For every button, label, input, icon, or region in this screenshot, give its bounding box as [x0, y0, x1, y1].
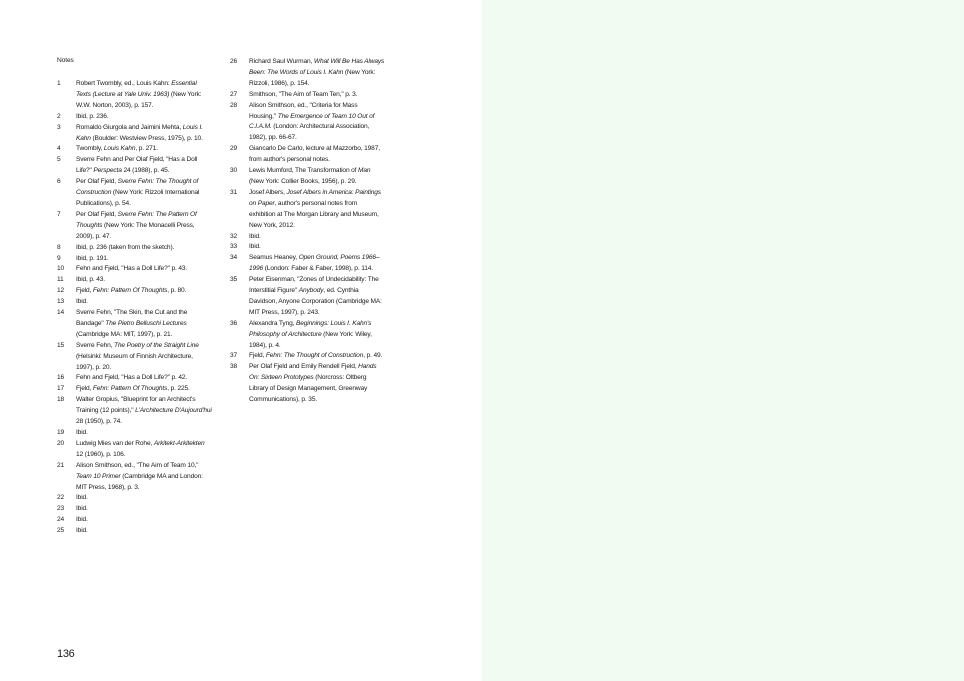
note-title-italic: Essential Texts (Lecture at Yale Univ. 1963) [76, 80, 197, 98]
note-text [249, 166, 385, 188]
note-text [76, 341, 212, 374]
note-title-italic: Arkitekt-Arkitekten [153, 439, 205, 447]
note-title-italic: Open Ground, Poems 1966–1996 [249, 254, 380, 273]
note-item [230, 101, 390, 145]
note-text-run: Romaldo Giurgola and Jaimini Mehta, [76, 123, 183, 131]
note-text-run: Per Olaf Fjeld, [76, 210, 118, 218]
note-title-italic: Anybody [298, 287, 324, 295]
note-text-run: Fjeld, [76, 385, 93, 393]
note-title-italic: The Emergence of Team 10 Out of C.I.A.M. [249, 112, 375, 131]
note-title-italic: Team 10 Primer [76, 472, 121, 480]
note-text [76, 254, 212, 265]
note-text-run: 24 (1988), p. 45. [121, 167, 170, 175]
note-text [249, 351, 385, 362]
note-text-run: Alison Smithson, ed., "The Aim of Team 10," [76, 461, 199, 469]
note-text-run: Fjeld, [249, 352, 266, 360]
note-text-run: Richard Saul Wurman, [249, 58, 314, 65]
note-number: 1 [57, 80, 61, 87]
note-item [230, 232, 390, 243]
note-text [249, 188, 385, 232]
note-text-run: Ibid. [76, 505, 88, 513]
note-text-run: (Cambridge MA and London: MIT Press, 1968), p. 3. [76, 472, 203, 491]
note-item [230, 275, 390, 319]
note-item [57, 428, 217, 439]
note-text-run: Ibid, p. 236. [76, 112, 109, 120]
note-item [57, 504, 217, 515]
note-text [249, 144, 385, 166]
note-text-run: Robert Twombly, ed., Louis Kahn: [76, 80, 172, 87]
note-item [57, 493, 217, 504]
note-text [76, 123, 212, 145]
note-text [76, 439, 212, 461]
note-title-italic: Fehn: The Thought of Construction [265, 352, 364, 360]
note-text-run: Ibid. [249, 232, 261, 240]
note-item [230, 188, 390, 232]
note-title-italic: Beginnings: Louis I. Kahn's Philosophy of Architecture [249, 319, 372, 338]
note-number: 23 [57, 505, 65, 513]
note-text-run: (New York: Rizzoli, 1986), p. 154. [249, 68, 376, 87]
note-text [76, 373, 212, 384]
note-item [57, 112, 217, 123]
note-item [57, 373, 217, 384]
page-number: 136 [57, 648, 75, 660]
note-text-run: Fehn and Fjeld, "Has a Doll Life?" p. 42. [76, 374, 188, 382]
note-item [57, 439, 217, 461]
note-title-italic: Man [358, 167, 371, 175]
note-item [230, 351, 390, 362]
note-item [57, 395, 217, 428]
note-number: 38 [230, 363, 238, 371]
note-text [76, 155, 212, 177]
note-text [76, 461, 212, 494]
note-text-run: (Norcross: Oltberg Library of Design Management, Greenway Communications), p. 35. [249, 374, 368, 404]
note-item [230, 90, 390, 101]
note-text [249, 57, 385, 90]
note-text-run: Walter Gropius, "Blueprint for an Architect's Training (12 points)," [76, 396, 196, 415]
note-number: 26 [230, 58, 238, 65]
note-text [76, 177, 212, 210]
note-number: 10 [57, 265, 65, 273]
note-number: 2 [57, 112, 61, 120]
note-text-run: , author's personal notes from exhibition at The Morgan Library and Museum, New York, 2012. [249, 199, 379, 229]
note-text [76, 428, 212, 439]
note-text-run: (Helsinki: Museum of Finnish Architecture, 1997), p. 20. [76, 352, 193, 371]
note-text-run: Ludwig Mies van der Rohe, [76, 439, 154, 447]
note-item [57, 526, 217, 537]
note-item [230, 253, 390, 275]
note-number: 14 [57, 309, 65, 317]
note-text-run: 28 (1950), p. 74. [76, 418, 122, 426]
note-number: 9 [57, 254, 61, 262]
note-item [57, 79, 217, 112]
note-item [57, 275, 217, 286]
note-number: 11 [57, 276, 64, 284]
note-item [230, 166, 390, 188]
note-item [57, 341, 217, 374]
note-text-run: Ibid. [76, 494, 88, 502]
note-text-run: (London: Faber & Faber, 1998), p. 114. [263, 265, 373, 273]
note-text [76, 286, 212, 297]
note-text-run: Alexandra Tyng, [249, 319, 296, 327]
note-number: 37 [230, 352, 238, 360]
note-number: 29 [230, 145, 238, 153]
note-title-italic: Louis Kahn [103, 145, 136, 153]
note-text [249, 101, 385, 145]
note-title-italic: Perspecta [93, 167, 122, 175]
note-number: 33 [230, 243, 238, 251]
note-number: 12 [57, 287, 65, 295]
note-text-run: Ibid, p. 236 (taken from the sketch). [76, 243, 175, 251]
note-text [76, 515, 212, 526]
note-text-run: Giancarlo De Carlo, lecture at Mazzorbo, 1987, from author's personal notes. [249, 145, 380, 164]
note-number: 27 [230, 90, 238, 98]
note-text-run: (New York: Collier Books, 1956), p. 29. [249, 177, 357, 185]
note-item [57, 286, 217, 297]
note-number: 35 [230, 276, 238, 284]
note-number: 32 [230, 232, 238, 240]
note-text-run: Fjeld, [76, 287, 93, 295]
note-text-run: Ibid. [76, 429, 88, 436]
note-item [57, 243, 217, 254]
note-number: 24 [57, 516, 65, 524]
note-title-italic: Josef Albers in America: Paintings on Paper [249, 188, 381, 207]
note-text-run: Ibid. [249, 243, 261, 251]
note-text [76, 210, 212, 243]
note-title-italic: Fehn: Pattern Of Thoughts [92, 287, 168, 295]
note-text-run: Ibid. [76, 527, 88, 535]
note-text-run: Ibid. [76, 298, 88, 306]
note-text [76, 275, 212, 286]
note-text [76, 79, 212, 112]
note-text-run: (New York: The Monacelli Press, 2009), p. 47. [76, 221, 195, 240]
note-item [230, 362, 390, 406]
note-number: 13 [57, 298, 65, 306]
note-item [57, 297, 217, 308]
note-text [76, 308, 212, 341]
note-item [230, 242, 390, 253]
note-number: 17 [57, 385, 65, 393]
note-number: 5 [57, 156, 61, 164]
note-text-run: Ibid, p. 191. [76, 254, 109, 262]
note-title-italic: Louis I. Kahn [76, 123, 203, 142]
note-text-run: (New York: Rizzoli International Publications), p. 54. [76, 189, 200, 207]
note-text-run: Per Olaf Fjeld and Emily Rendell Fjeld, [249, 363, 359, 371]
note-number: 28 [230, 101, 238, 109]
note-text-run: Seamus Heaney, [249, 254, 299, 262]
note-text-run: (New York: W.W. Norton, 2003), p. 157. [76, 90, 202, 109]
note-item [57, 144, 217, 155]
note-text-run: , p. 271. [135, 145, 158, 153]
note-text-run: Ibid, p. 43. [76, 276, 105, 284]
note-title-italic: Sverre Fehn: The Pattern Of Thoughts [76, 210, 197, 229]
note-text [76, 384, 212, 395]
note-title-italic: Fehn: Pattern Of Thoughts [92, 385, 168, 393]
note-title-italic: Sverre Fehn: The Thought of Construction [76, 178, 199, 197]
note-text [76, 112, 212, 123]
right-page-blank [482, 0, 964, 681]
note-item [57, 264, 217, 275]
note-text-run: (London: Architectural Association, 1982), pp. 66-67. [249, 123, 370, 142]
note-text-run: Sverre Fehn and Per Olaf Fjeld, "Has a Doll Life?" [76, 156, 198, 175]
note-title-italic: The Pietro Belluschi Lectures [105, 319, 187, 327]
note-text [76, 144, 212, 155]
note-text [76, 395, 212, 428]
note-item [230, 57, 390, 90]
note-item [57, 123, 217, 145]
note-text-run: , p. 49. [363, 352, 383, 360]
note-text-run: Per Olaf Fjeld, [76, 178, 118, 186]
note-item [57, 210, 217, 243]
note-text-run: Josef Albers, [249, 188, 287, 196]
note-text-run: Smithson, "The Aim of Team Ten," p. 3. [249, 90, 358, 98]
note-number: 22 [57, 494, 65, 502]
note-text-run: , p. 225. [167, 385, 190, 393]
note-text-run: (New York: Wiley, 1984), p. 4. [249, 330, 372, 349]
note-text-run: Alison Smithson, ed., "Criteria for Mass Housing," [249, 101, 358, 120]
note-number: 18 [57, 396, 65, 404]
note-title-italic: What Will Be Has Always Been: The Words of Louis I. Kahn [249, 58, 385, 76]
note-item [57, 177, 217, 210]
note-title-italic: The Poetry of the Straight Line [114, 341, 199, 349]
notes-heading: Notes [57, 57, 74, 64]
notes-column-1 [57, 79, 217, 537]
note-item [57, 308, 217, 341]
note-title-italic: L'Architecture D'Aujourd'hui [135, 407, 212, 415]
note-text-run: Sverre Fehn, [76, 341, 114, 349]
note-text-run: Ibid. [76, 516, 88, 524]
note-number: 25 [57, 527, 65, 535]
note-number: 6 [57, 178, 61, 186]
note-text-run: Twombly, [76, 145, 104, 153]
note-item [57, 515, 217, 526]
note-number: 4 [57, 145, 61, 153]
note-text-run: , p. 80. [167, 287, 187, 295]
note-text [249, 253, 385, 275]
note-text [249, 90, 385, 101]
note-number: 3 [57, 123, 61, 131]
note-text [249, 232, 385, 243]
note-item [57, 384, 217, 395]
note-item [57, 461, 217, 494]
note-text [76, 493, 212, 504]
note-text [76, 504, 212, 515]
note-text [76, 264, 212, 275]
note-number: 16 [57, 374, 65, 382]
note-number: 31 [230, 188, 238, 196]
note-number: 19 [57, 429, 65, 436]
note-number: 21 [57, 461, 65, 469]
note-text [76, 526, 212, 537]
note-text [249, 242, 385, 253]
note-number: 30 [230, 167, 238, 175]
note-text-run: (Cambridge MA: MIT, 1997), p. 21. [76, 330, 173, 338]
note-text [76, 243, 212, 254]
note-item [230, 144, 390, 166]
note-text [249, 319, 385, 352]
note-text [249, 275, 385, 319]
note-number: 7 [57, 210, 61, 218]
note-item [57, 155, 217, 177]
notes-column-2 [230, 57, 390, 406]
note-text-run: 12 (1960), p. 106. [76, 450, 126, 458]
note-text-run: Sverre Fehn, "The Skin, the Cut and the Bandage" [76, 309, 188, 327]
note-text-run: Fehn and Fjeld, "Has a Doll Life?" p. 43. [76, 265, 188, 273]
note-text-run: Peter Eisenman, "Zones of Undecidability: The Interstitial Figure" [249, 276, 379, 295]
note-number: 34 [230, 254, 238, 262]
note-number: 36 [230, 319, 238, 327]
note-number: 8 [57, 243, 61, 251]
note-text-run: (Boulder: Westview Press, 1975), p. 10. [90, 134, 203, 142]
note-number: 20 [57, 439, 65, 447]
note-text [249, 362, 385, 406]
note-title-italic: Hands On: Sixteen Prototypes [249, 363, 377, 382]
note-item [230, 319, 390, 352]
note-text [76, 297, 212, 308]
note-item [57, 254, 217, 265]
note-text-run: , ed. Cynthia Davidson, Anyone Corporation (Cambridge MA: MIT Press, 1997), p. 243. [249, 287, 382, 316]
note-number: 15 [57, 341, 65, 349]
note-text-run: Lewis Mumford, The Transformation of [249, 167, 359, 175]
